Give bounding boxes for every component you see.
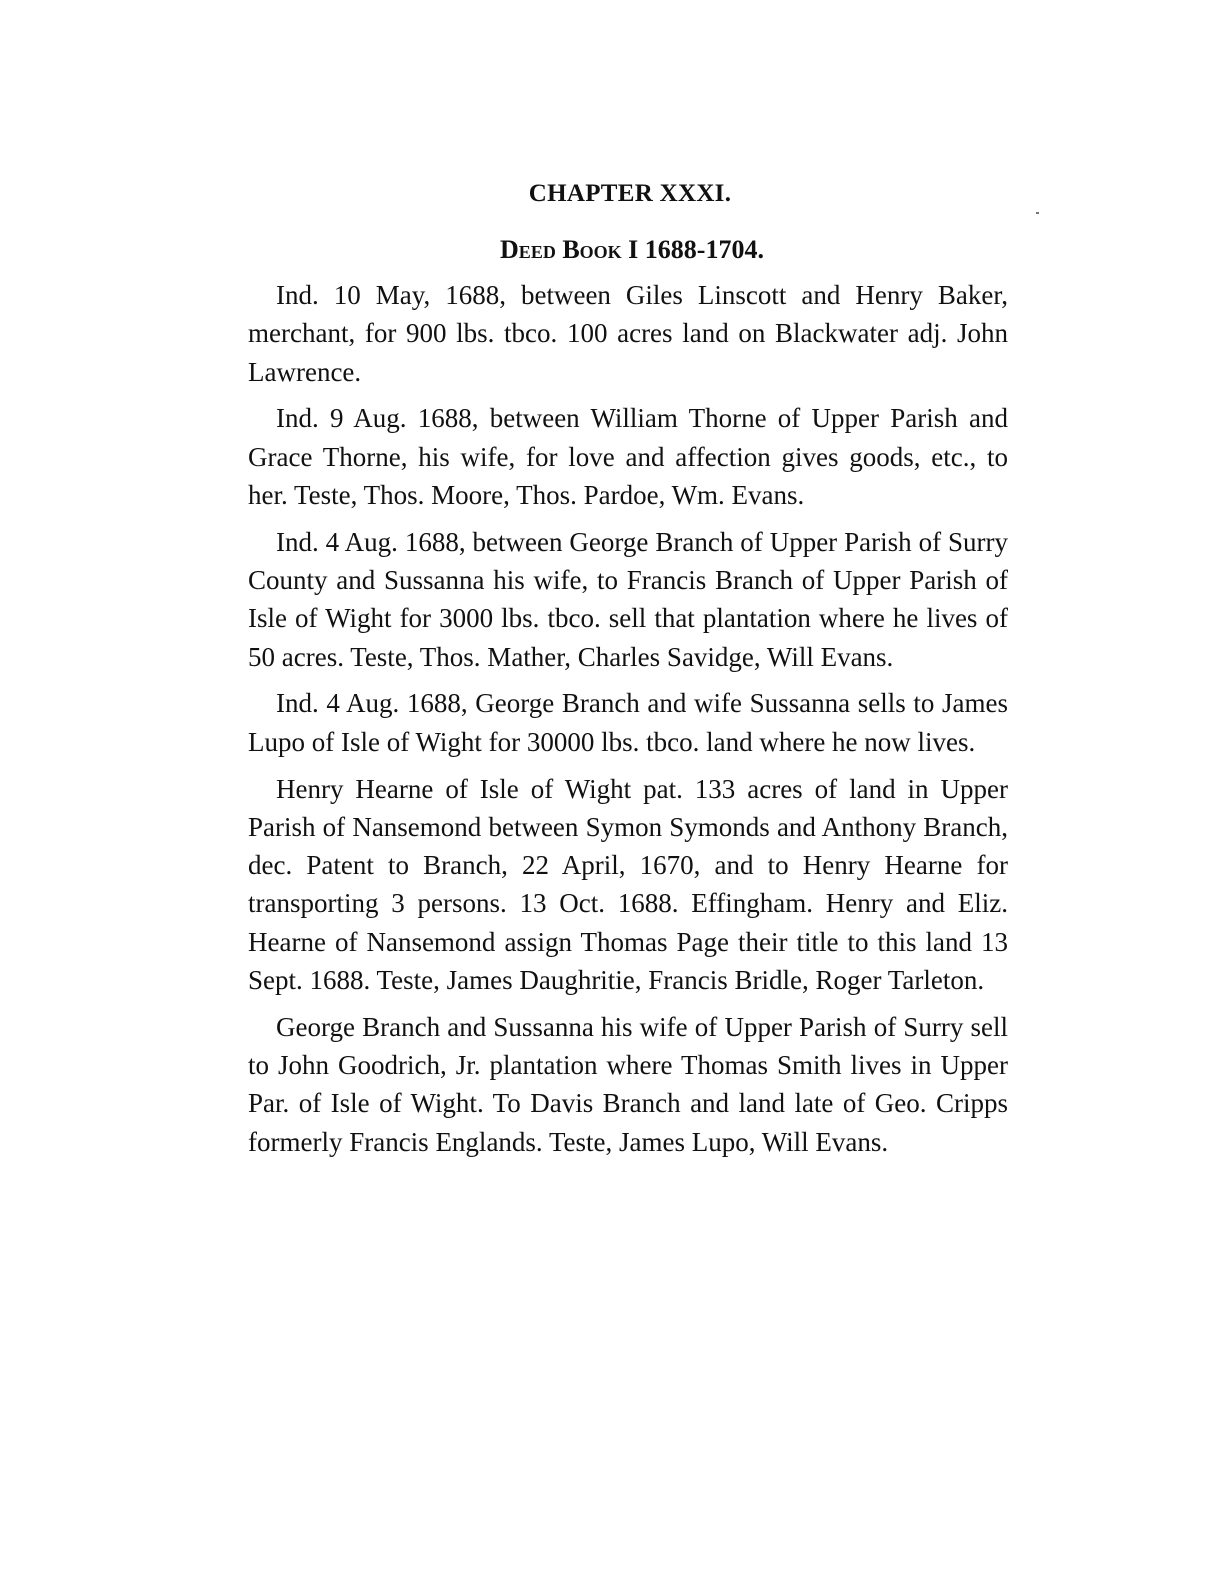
book-page xyxy=(248,172,1008,1170)
section-title: Deed Book I 1688-1704. xyxy=(500,235,764,264)
chapter-title: CHAPTER XXXI. xyxy=(528,180,732,207)
deed-entry: Ind. 4 Aug. 1688, between George Branch of Upper Parish of Surry County and Sussanna his wife, to Francis Branch of Upper Parish of Isle of Wight for 3000 lbs. tbco. sell that plantation where he lives of 50 acres. Teste, Thos. Mather, Charles Savidge, Will Evans. xyxy=(248,526,1008,672)
deed-entry: Henry Hearne of Isle of Wight pat. 133 acres of land in Upper Parish of Nansemond between Symon Symonds and Anthony Branch, dec. Patent to Branch, 22 April, 1670, and to Henry Hearne for transporting 3 persons. 13 Oct. 1688. Effingham. Henry and Eliz. Hearne of Nansemond assign Thomas Page their title to this land 13 Sept. 1688. Teste, James Daughritie, Francis Bridle, Roger Tarleton. xyxy=(248,773,1008,996)
deed-entry: Ind. 10 May, 1688, between Giles Linscott and Henry Baker, merchant, for 900 lbs. tbco. 100 acres land on Blackwater adj. John Lawrence. xyxy=(248,280,1008,387)
deed-entry: George Branch and Sussanna his wife of Upper Parish of Surry sell to John Goodrich, Jr. plantation where Thomas Smith lives in Upper Par. of Isle of Wight. To Davis Branch and land late of Geo. Cripps formerly Francis Englands. Teste, James Lupo, Will Evans. xyxy=(248,1011,1008,1157)
deed-entry: Ind. 9 Aug. 1688, between William Thorne of Upper Parish and Grace Thorne, his wife, for love and affection gives goods, etc., to her. Teste, Thos. Moore, Thos. Pardoe, Wm. Evans. xyxy=(248,403,1008,510)
deed-entry: Ind. 4 Aug. 1688, George Branch and wife Sussanna sells to James Lupo of Isle of Wight for 30000 lbs. tbco. land where he now lives. xyxy=(248,688,1008,757)
scan-speck xyxy=(1036,212,1039,214)
